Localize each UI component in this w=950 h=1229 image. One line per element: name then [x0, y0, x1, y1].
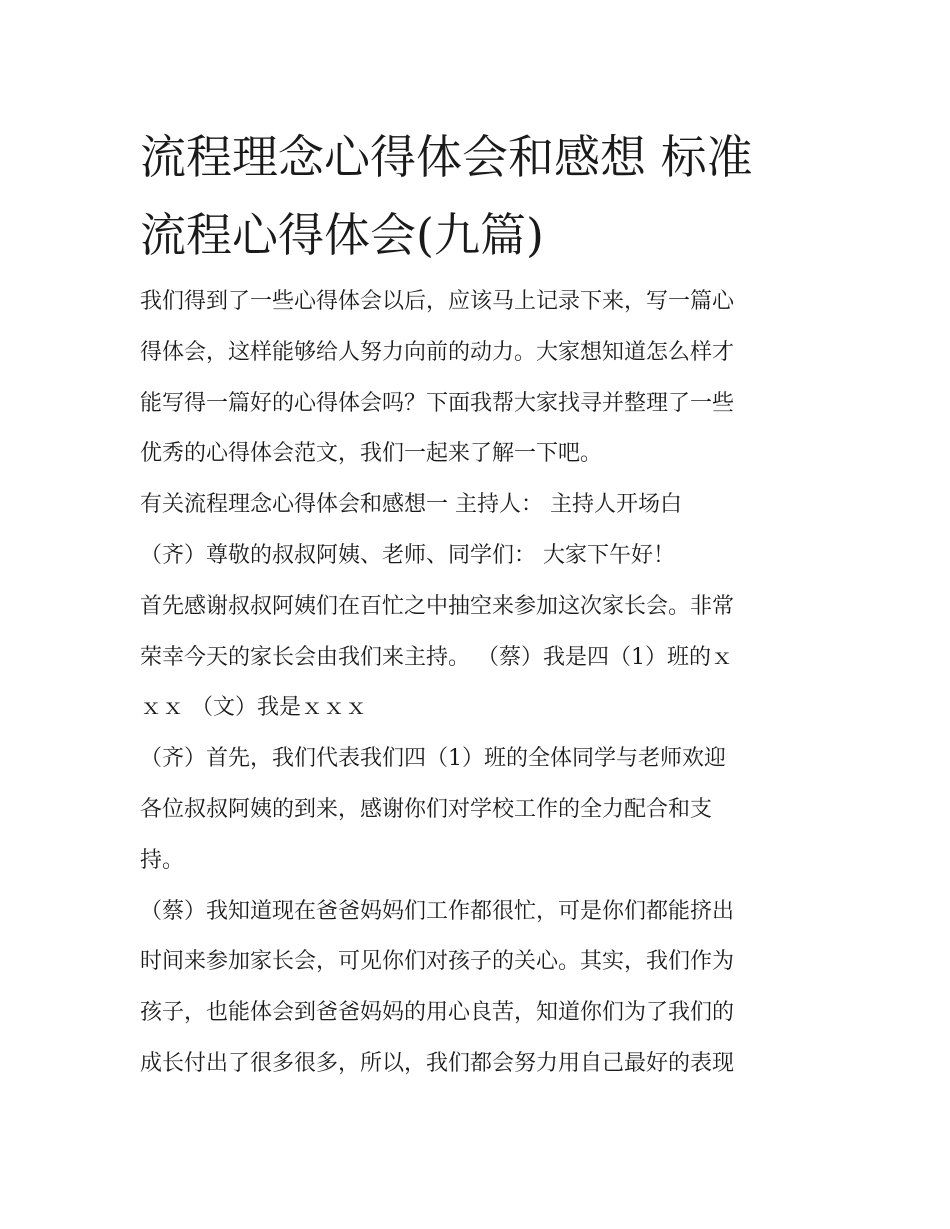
body-line: 成长付出了很多很多，所以，我们都会努力用自己最好的表现 [140, 1050, 735, 1076]
body-line: 得体会，这样能够给人努力向前的动力。大家想知道怎么样才 [140, 339, 735, 365]
title-line-2: 流程心得体会(九篇) [140, 208, 544, 262]
body-line: （蔡）我知道现在爸爸妈妈们工作都很忙，可是你们都能挤出 [140, 898, 735, 924]
body-line: 孩子，也能体会到爸爸妈妈的用心良苦，知道你们为了我们的 [140, 1000, 735, 1026]
body-line: 优秀的心得体会范文，我们一起来了解一下吧。 [140, 441, 603, 467]
body-line: 荣幸今天的家长会由我们来主持。 （蔡）我是四（1）班的ｘ [140, 644, 733, 670]
document-body [140, 277, 820, 1090]
body-line: 持。 [140, 847, 185, 873]
body-line: 时间来参加家长会，可见你们对孩子的关心。其实，我们作为 [140, 949, 735, 975]
title-line-1: 流程理念心得体会和感想 标准 [140, 130, 753, 184]
body-line: 各位叔叔阿姨的到来，感谢你们对学校工作的全力配合和支 [140, 796, 713, 822]
body-line: ｘｘ （文）我是ｘｘｘ [140, 695, 367, 721]
body-line: （齐）首先，我们代表我们四（1）班的全体同学与老师欢迎 [140, 746, 726, 772]
body-line: 能写得一篇好的心得体会吗？下面我帮大家找寻并整理了一些 [140, 390, 735, 416]
body-line: 首先感谢叔叔阿姨们在百忙之中抽空来参加这次家长会。非常 [140, 593, 735, 619]
document-title [140, 118, 820, 274]
body-line: 我们得到了一些心得体会以后，应该马上记录下来，写一篇心 [140, 289, 735, 314]
body-line: （齐）尊敬的叔叔阿姨、老师、同学们： 大家下午好！ [140, 542, 675, 568]
body-line: 有关流程理念心得体会和感想一 主持人： 主持人开场白 [140, 492, 682, 518]
